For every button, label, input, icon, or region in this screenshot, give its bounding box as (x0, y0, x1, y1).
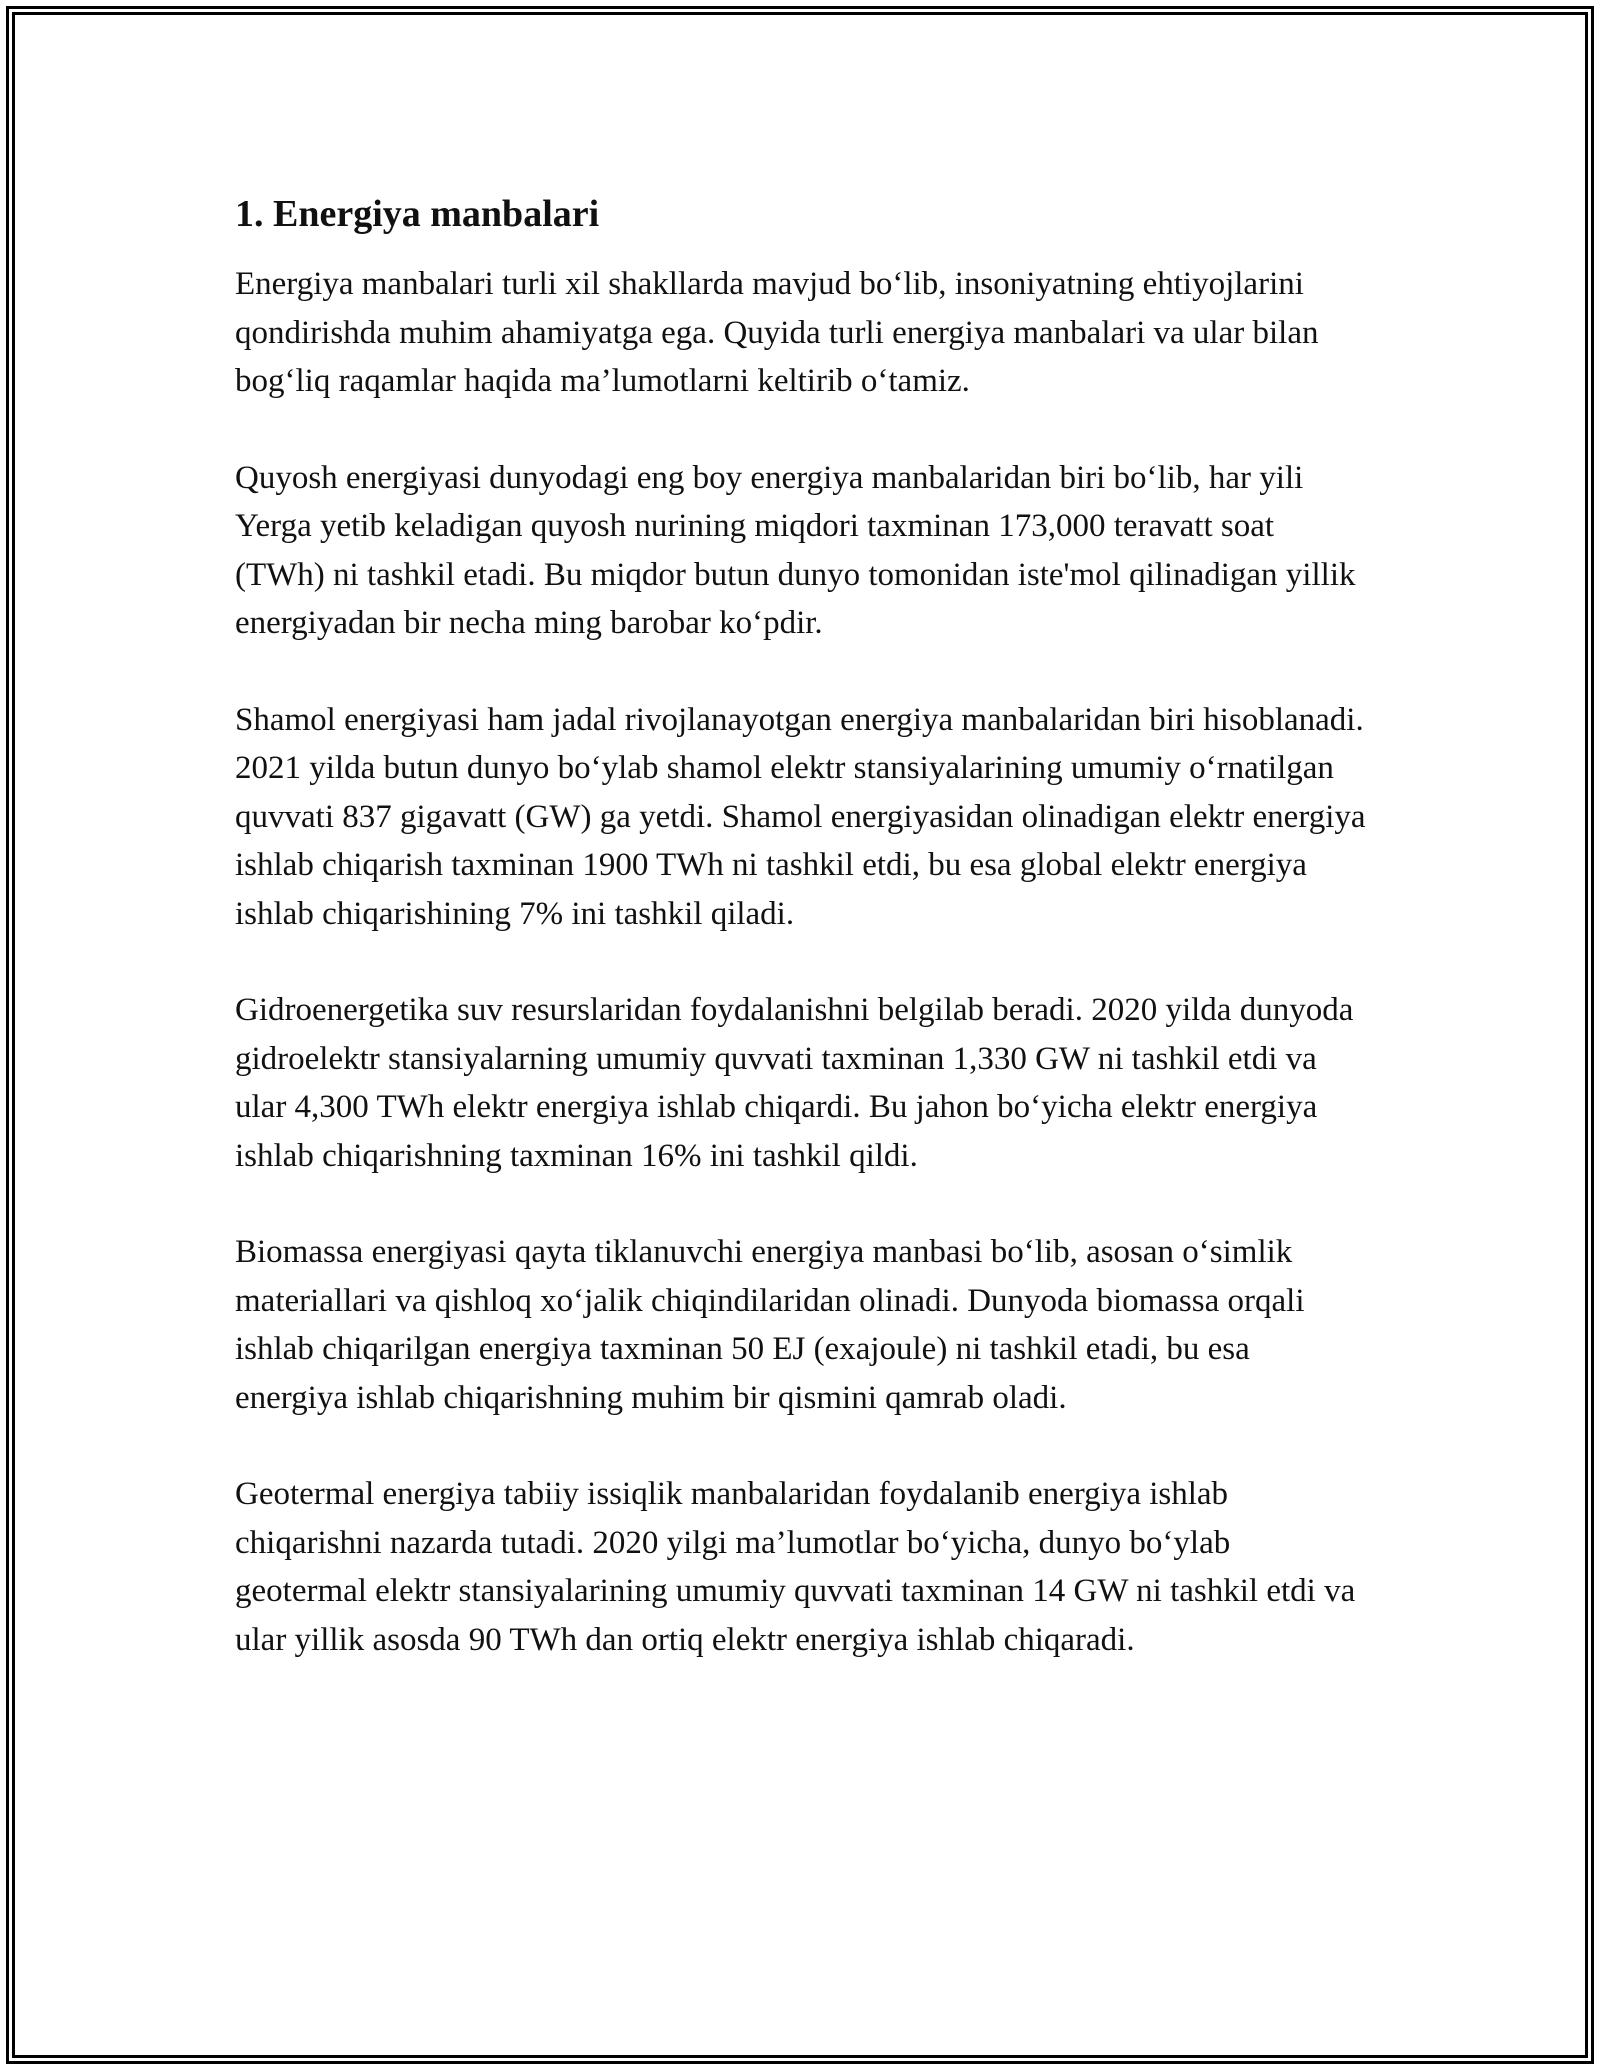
paragraph-geothermal: Geotermal energiya tabiiy issiqlik manbalaridan foydalanib energiya ishlab chiqarishni nazarda tutadi. 2020 yilgi ma’lumotlar bo‘yicha, dunyo bo‘ylab geotermal elektr stansiyalarining umumiy quvvati taxminan 14 GW ni tashkil etdi va ular yillik asosda 90 TWh dan ortiq elektr energiya ishlab chiqaradi. (235, 1476, 1356, 1658)
section-title: 1. Energiya manbalari (235, 193, 600, 235)
paragraph-hydro: Gidroenergetika suv resurslaridan foydalanishni belgilab beradi. 2020 yilda dunyoda gidroelektr stansiyalarning umumiy quvvati taxminan 1,330 GW ni tashkil etdi va ular 4,300 TWh elektr energiya ishlab chiqardi. Bu jahon bo‘yicha elektr energiya ishlab chiqarishning taxminan 16% ini tashkil qildi. (235, 992, 1354, 1174)
paragraph-wind: Shamol energiyasi ham jadal rivojlanayotgan energiya manbalaridan biri hisoblanadi. 2021 yilda butun dunyo bo‘ylab shamol elektr stansiyalarining umumiy o‘rnatilgan quvvati 837 gigavatt (GW) ga yetdi. Shamol energiyasidan olinadigan elektr energiya ishlab chiqarish taxminan 1900 TWh ni tashkil etdi, bu esa global elektr energiya ishlab chiqarishining 7% ini tashkil qiladi. (235, 701, 1366, 932)
document-body (235, 188, 1370, 1664)
paragraph-solar: Quyosh energiyasi dunyodagi eng boy energiya manbalaridan biri bo‘lib, har yili Yerga yetib keladigan quyosh nurining miqdori taxminan 173,000 teravatt soat (TWh) ni tashkil etadi. Bu miqdor butun dunyo tomonidan iste'mol qilinadigan yillik energiyadan bir necha ming barobar ko‘pdir. (235, 459, 1356, 641)
paragraph-biomass: Biomassa energiyasi qayta tiklanuvchi energiya manbasi bo‘lib, asosan o‘simlik materiallari va qishloq xo‘jalik chiqindilaridan olinadi. Dunyoda biomassa orqali ishlab chiqarilgan energiya taxminan 50 EJ (exajoule) ni tashkil etadi, bu esa energiya ishlab chiqarishning muhim bir qismini qamrab oladi. (235, 1234, 1305, 1416)
paragraph-intro: Energiya manbalari turli xil shakllarda mavjud bo‘lib, insoniyatning ehtiyojlarini qondirishda muhim ahamiyatga ega. Quyida turli energiya manbalari va ular bilan bog‘liq raqamlar haqida ma’lumotlarni keltirib o‘tamiz. (235, 266, 1319, 399)
